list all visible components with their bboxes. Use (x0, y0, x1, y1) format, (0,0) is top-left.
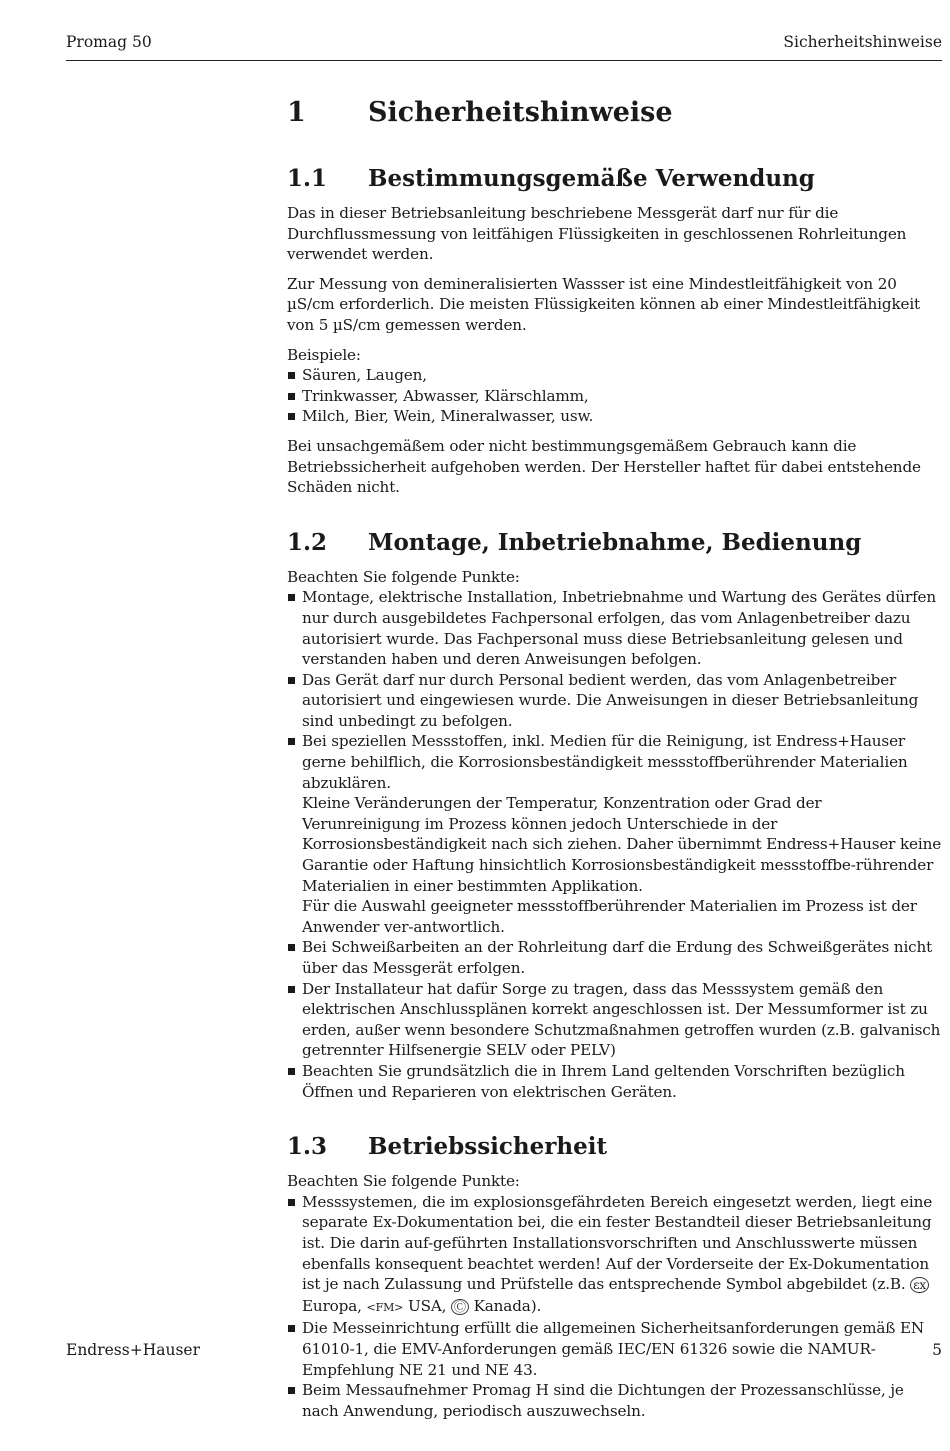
examples-label: Beispiele: (287, 345, 361, 364)
csa-symbol-icon: Ⓒ (451, 1299, 469, 1315)
paragraph: Bei unsachgemäßem oder nicht bestimmungsgemäßem Gebrauch kann die Betriebssicherheit aufgehoben werden. Der Hersteller haftet für dabei entstehende Schäden nicht. (287, 436, 921, 497)
list-item: Montage, elektrische Installation, Inbetriebnahme und Wartung des Gerätes dürfen nur durch ausgebildetes Fachpersonal erfolgen, das vom Anlagenbetreiber dazu autorisiert wurde. Das Fachpersonal muss diese Betriebsanleitung gelesen und verstanden haben und deren Anweisungen befolgen. (287, 587, 942, 669)
section-heading (287, 528, 942, 558)
footer-company: Endress+Hauser (66, 1341, 200, 1359)
paragraph: Zur Messung von demineralisierten Wassser ist eine Mindestleitfähigkeit von 20 µS/cm erforderlich. Die meisten Flüssigkeiten können ab einer Mindestleitfähigkeit von 5 µS/cm gemessen werden. (287, 274, 921, 334)
list-item: Beachten Sie grundsätzlich die in Ihrem Land geltenden Vorschriften bezüglich Öffnen und Reparieren von elektrischen Geräten. (287, 1061, 942, 1102)
fm-symbol-icon: <FM> (366, 1300, 404, 1314)
list-item: Das Gerät darf nur durch Personal bedient werden, das vom Anlagenbetreiber autorisiert und eingewiesen wurde. Die Anweisungen in dieser Betriebsanleitung sind unbedingt zu befolgen. (287, 670, 942, 732)
list-item: Beim Messaufnehmer Promag H sind die Dichtungen der Prozessanschlüsse, je nach Anwendung, periodisch auszuwechseln. (287, 1380, 942, 1421)
list-item-text: Messsystemen, die im explosionsgefährdeten Bereich eingesetzt werden, liegt eine separate Ex-Dokumentation bei, die ein fester Bestandteil dieser Betriebsanleitung ist. Die darin auf-geführten Installationsvorschriften und Anschlusswerte müssen ebenfalls konsequent beachtet werden! Auf der Vorderseite der Ex-Dokumentation ist je nach Zulassung und Prüfstelle das entsprechende Symbol abgebildet (z.B. (302, 1192, 933, 1294)
list-item: Die Messeinrichtung erfüllt die allgemeinen Sicherheitsanforderungen gemäß EN 61010-1, die EMV-Anforderungen gemäß IEC/EN 61326 sowie die NAMUR-Empfehlung NE 21 und NE 43. (287, 1318, 942, 1380)
section-number: 1.3 (287, 1133, 328, 1161)
page-header (66, 33, 942, 61)
chapter-title: Sicherheitshinweise (368, 97, 673, 128)
header-product-name: Promag 50 (66, 33, 152, 51)
usa-label: USA, (407, 1296, 447, 1315)
section-heading (287, 1132, 942, 1162)
bullet-list (287, 587, 942, 1102)
section-1-2 (287, 528, 942, 1102)
list-item: Säuren, Laugen, (287, 365, 942, 386)
paragraph: Das in dieser Betriebsanleitung beschriebene Messgerät darf nur für die Durchflussmessung von leitfähigen Flüssigkeiten in geschlossenen Rohrleitungen verwendet werden. (287, 204, 907, 264)
section-title: Betriebssicherheit (368, 1133, 608, 1161)
header-section-name: Sicherheitshinweise (783, 33, 942, 51)
list-item-text: Für die Auswahl geeigneter messstoffberührender Materialien im Prozess ist der Anwender ver-antwortlich. (302, 897, 917, 936)
list-item: Trinkwasser, Abwasser, Klärschlamm, (287, 386, 942, 407)
page-content (287, 96, 942, 1451)
paragraph: Beachten Sie folgende Punkte: (287, 567, 520, 586)
bullet-list (287, 1192, 942, 1422)
paragraph: Beachten Sie folgende Punkte: (287, 1172, 520, 1191)
section-heading (287, 164, 942, 194)
europe-label: Europa, (302, 1296, 362, 1315)
ex-symbol-icon: εx (910, 1277, 929, 1293)
chapter-heading (287, 96, 942, 130)
list-item-text: Bei speziellen Messstoffen, inkl. Medien für die Reinigung, ist Endress+Hauser gerne behilflich, die Korrosionsbeständigkeit messstoffberührender Materialien abzuklären. (302, 732, 908, 792)
list-item (287, 731, 942, 937)
section-title: Bestimmungsgemäße Verwendung (368, 165, 815, 192)
chapter-number: 1 (287, 97, 306, 128)
section-number: 1.1 (287, 165, 328, 192)
list-item: Milch, Bier, Wein, Mineralwasser, usw. (287, 406, 942, 427)
examples-list (287, 365, 942, 427)
page-number: 5 (932, 1341, 942, 1359)
section-1-3 (287, 1132, 942, 1421)
list-item-text: Kleine Veränderungen der Temperatur, Konzentration oder Grad der Verunreinigung im Prozess können jedoch Unterschiede in der Korrosionsbeständigkeit nach sich ziehen. Daher übernimmt Endress+Hauser keine Garantie oder Haftung hinsichtlich Korrosionsbeständigkeit messstoffbe-rührender Materialien in einer bestimmten Applikation. (302, 794, 942, 895)
list-item: Der Installateur hat dafür Sorge zu tragen, dass das Messsystem gemäß den elektrischen Anschlussplänen korrekt angeschlossen ist. Der Messumformer ist zu erden, außer wenn besondere Schutzmaßnahmen getroffen wurden (z.B. galvanisch getrennter Hilfsenergie SELV oder PELV) (287, 979, 942, 1061)
canada-label: Kanada). (473, 1296, 542, 1315)
section-title: Montage, Inbetriebnahme, Bedienung (368, 528, 862, 556)
list-item: Bei Schweißarbeiten an der Rohrleitung darf die Erdung des Schweißgerätes nicht über das Messgerät erfolgen. (287, 937, 942, 978)
section-number: 1.2 (287, 528, 328, 556)
section-1-1 (287, 164, 942, 498)
list-item (287, 1192, 942, 1319)
